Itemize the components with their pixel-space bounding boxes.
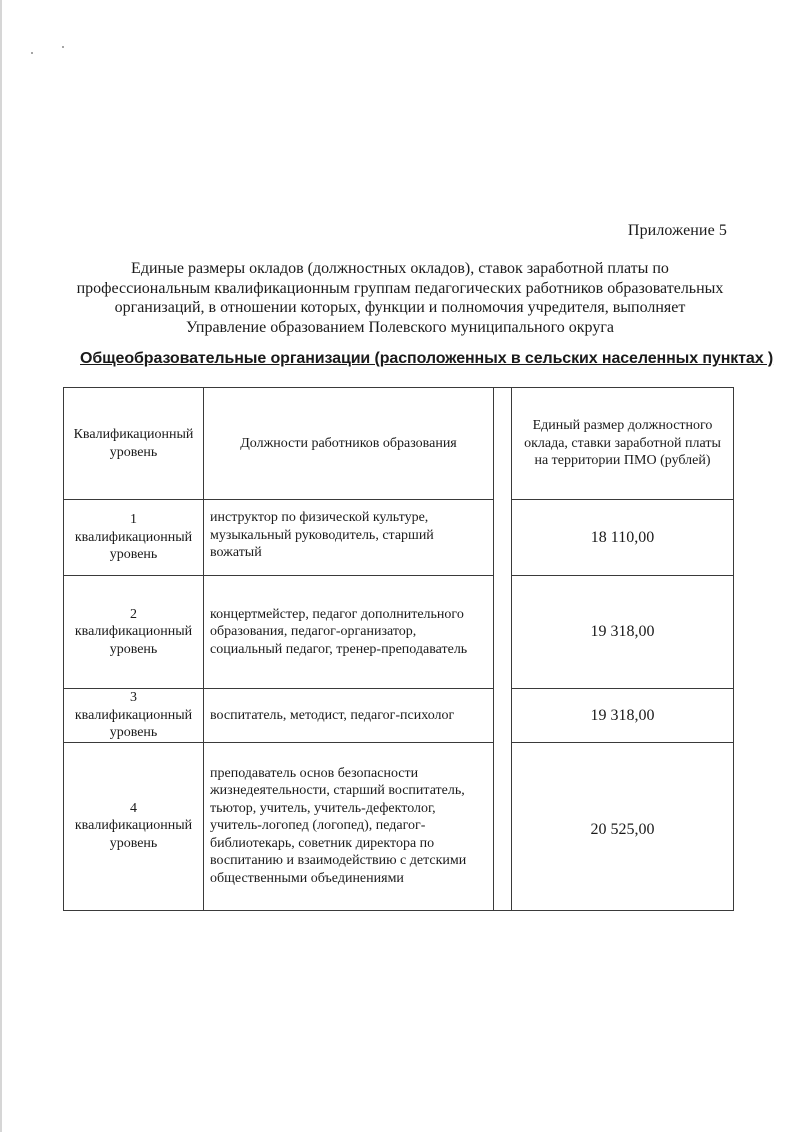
scan-page-edge [0,0,2,1132]
table-header-row [64,388,734,500]
salary-cell: 18 110,00 [512,500,734,576]
salary-cell: 19 318,00 [512,689,734,743]
gap-column [494,500,512,576]
level-cell [64,742,204,910]
title-line: организаций, в отношении которых, функции и полномочия учредителя, выполняет [114,299,686,316]
gap-column [494,388,512,500]
table-row [64,500,734,576]
table-row [64,742,734,910]
salary-table [63,387,734,911]
gap-column [494,742,512,910]
level-label: квалификационный уровень [74,624,193,657]
gap-column [494,689,512,743]
level-cell [64,689,204,743]
section-heading: Общеобразовательные организации (расположенных в сельских населенных пунктах ) [80,350,774,367]
level-label: квалификационный уровень [74,707,193,740]
positions-cell: преподаватель основ безопасности жизнедеятельности, старший воспитатель, тьютор, учитель, учитель-дефектолог, учитель-логопед (логопед), педагог-библиотекарь, советник директора по воспитанию и взаимодействию с детскими общественными объединениями [204,742,494,910]
level-number: 2 [130,606,137,622]
title-line: Единые размеры окладов (должностных окладов), ставок заработной платы по [131,260,669,277]
header-positions: Должности работников образования [204,388,494,500]
level-label: квалификационный уровень [74,529,193,563]
document-title [60,259,740,337]
salary-cell: 19 318,00 [512,576,734,689]
title-line: профессиональным квалификационным группам педагогических работников образовательных [76,279,724,297]
level-number: 1 [130,512,137,528]
gap-column [494,576,512,689]
scan-speck [31,52,33,54]
header-level: Квалификационный уровень [64,388,204,500]
positions-cell: инструктор по физической культуре, музыкальный руководитель, старший вожатый [204,500,494,576]
level-cell [64,500,204,576]
table-row [64,689,734,743]
level-label: квалификационный уровень [74,818,193,851]
level-number: 3 [130,690,137,705]
level-number: 4 [130,800,137,816]
positions-cell: концертмейстер, педагог дополнительного образования, педагог-организатор, социальный педагог, тренер-преподаватель [204,576,494,689]
appendix-label: Приложение 5 [627,222,727,239]
header-salary: Единый размер должностного оклада, ставки заработной платы на территории ПМО (рублей) [512,388,734,500]
title-line: Управление образованием Полевского муниципального округа [185,318,615,336]
salary-cell: 20 525,00 [512,742,734,910]
level-cell [64,576,204,689]
scan-speck [62,46,64,48]
positions-cell: воспитатель, методист, педагог-психолог [204,689,494,743]
table-row [64,576,734,689]
